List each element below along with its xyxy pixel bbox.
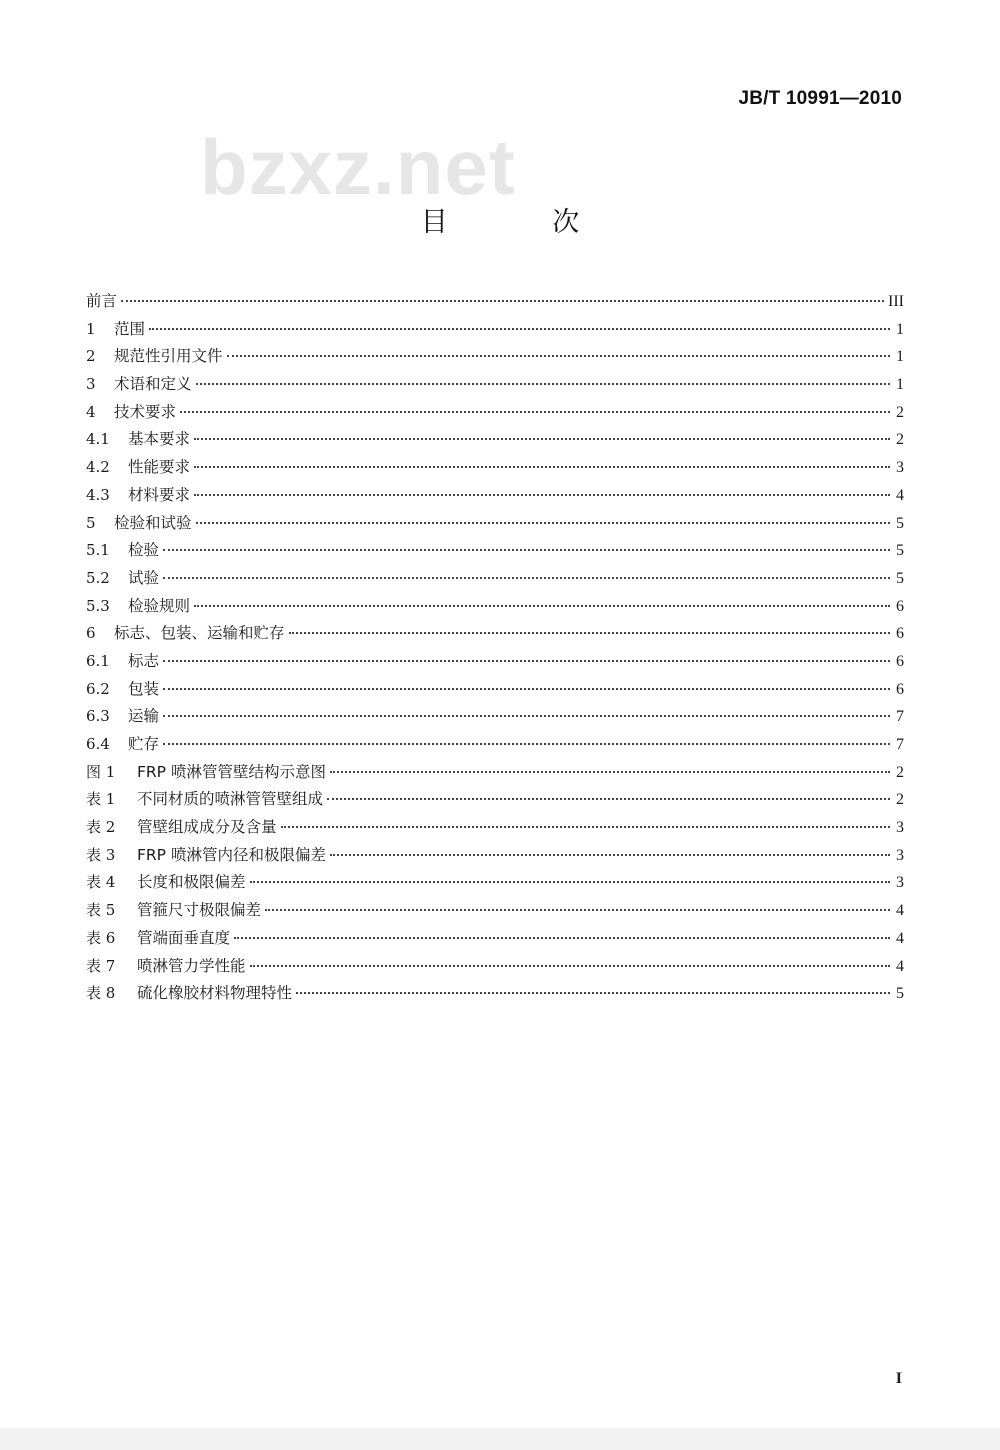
toc-entry[interactable] — [86, 482, 904, 510]
toc-dot-leader — [194, 438, 890, 440]
toc-entry-label: 管壁组成成分及含量 — [137, 818, 277, 837]
toc-entry-number: 4.2 — [86, 458, 110, 477]
toc-entry-page: 3 — [896, 819, 904, 837]
toc-entry-page: 6 — [896, 680, 904, 698]
toc-entry-number: 表 3 — [86, 845, 116, 864]
toc-entry-label: 技术要求 — [114, 402, 177, 421]
toc-dot-leader — [121, 300, 884, 302]
document-number: JB/T 10991—2010 — [738, 88, 902, 109]
toc-entry-page: 6 — [896, 652, 904, 670]
toc-entry-page: 4 — [896, 929, 904, 947]
toc-entry-page: 2 — [896, 791, 904, 809]
toc-entry[interactable] — [86, 399, 904, 427]
toc-dot-leader — [196, 383, 890, 385]
toc-entry[interactable] — [86, 897, 904, 925]
toc-entry-label: 运输 — [128, 707, 160, 726]
toc-entry[interactable] — [86, 371, 904, 399]
toc-entry-label: 规范性引用文件 — [114, 347, 223, 366]
toc-entry-label: 管端面垂直度 — [137, 928, 231, 947]
toc-entry-label: 检验和试验 — [114, 513, 192, 532]
toc-entry-number: 4.1 — [86, 430, 110, 449]
toc-entry[interactable] — [86, 288, 904, 316]
toc-entry-number: 1 — [86, 319, 96, 338]
toc-entry-number: 6 — [86, 624, 96, 643]
toc-dot-leader — [265, 909, 890, 911]
toc-entry-label: 范围 — [114, 319, 146, 338]
toc-entry-number: 表 4 — [86, 873, 116, 892]
toc-entry-label: 试验 — [128, 568, 160, 587]
toc-entry[interactable] — [86, 648, 904, 676]
toc-dot-leader — [296, 992, 890, 994]
scan-edge-strip — [0, 1428, 1000, 1450]
toc-dot-leader — [227, 355, 890, 357]
toc-entry-number: 表 6 — [86, 928, 116, 947]
toc-entry-number: 5 — [86, 513, 96, 532]
toc-entry-number: 表 7 — [86, 956, 116, 975]
toc-entry-label: 硫化橡胶材料物理特性 — [137, 984, 293, 1003]
toc-entry-page: 7 — [896, 708, 904, 726]
toc-dot-leader — [163, 688, 890, 690]
toc-dot-leader — [196, 522, 890, 524]
toc-entry-label: 不同材质的喷淋管管壁组成 — [137, 790, 324, 809]
toc-entry-page: 1 — [896, 320, 904, 338]
toc-entry[interactable] — [86, 759, 904, 787]
toc-dot-leader — [194, 605, 890, 607]
toc-entry-number: 2 — [86, 347, 96, 366]
toc-entry-page: 7 — [896, 736, 904, 753]
toc-entry-label: 标志 — [128, 651, 160, 670]
toc-entry-label: 包装 — [128, 679, 160, 698]
toc-entry[interactable] — [86, 316, 904, 344]
toc-entry[interactable] — [86, 426, 904, 454]
toc-dot-leader — [163, 549, 890, 551]
toc-entry-number: 4 — [86, 402, 96, 421]
toc-entry-number: 5.2 — [86, 568, 110, 587]
toc-entry-page: 3 — [896, 846, 904, 864]
toc-entry-label: 检验规则 — [128, 596, 191, 615]
toc-entry[interactable] — [86, 593, 904, 621]
table-of-contents — [86, 288, 904, 1008]
toc-entry-page: 4 — [896, 486, 904, 504]
toc-entry[interactable] — [86, 454, 904, 482]
toc-entry[interactable] — [86, 786, 904, 814]
toc-entry-label: 管箍尺寸极限偏差 — [137, 901, 262, 920]
toc-dot-leader — [163, 577, 890, 579]
toc-entry[interactable] — [86, 814, 904, 842]
toc-entry-number: 表 5 — [86, 901, 116, 920]
toc-entry-page: 4 — [896, 902, 904, 920]
page-title: 目 次 — [420, 207, 628, 238]
toc-entry[interactable] — [86, 869, 904, 897]
toc-entry-page: 5 — [896, 542, 904, 560]
toc-dot-leader — [281, 826, 890, 828]
toc-entry[interactable] — [86, 676, 904, 704]
toc-dot-leader — [163, 743, 890, 745]
toc-entry-label: 前言 — [86, 292, 118, 310]
toc-entry-label: 贮存 — [128, 735, 160, 753]
toc-entry-number: 表 1 — [86, 790, 116, 809]
toc-entry-label: 标志、包装、运输和贮存 — [114, 624, 285, 643]
toc-entry-label: 性能要求 — [128, 458, 191, 477]
toc-entry[interactable] — [86, 537, 904, 565]
toc-entry-number: 表 2 — [86, 818, 116, 837]
toc-entry-number: 5.3 — [86, 596, 110, 615]
toc-dot-leader — [234, 937, 890, 939]
toc-entry-label: 长度和极限偏差 — [137, 873, 246, 892]
toc-entry-number: 6.4 — [86, 735, 110, 753]
toc-entry[interactable] — [86, 731, 904, 759]
toc-dot-leader — [180, 411, 890, 413]
toc-entry-page: III — [888, 293, 904, 310]
toc-dot-leader — [289, 632, 890, 634]
toc-entry-label: FRP 喷淋管管壁结构示意图 — [137, 762, 326, 781]
toc-entry-page: 6 — [896, 625, 904, 643]
toc-entry-number: 5.1 — [86, 541, 110, 560]
toc-entry-number: 6.3 — [86, 707, 110, 726]
toc-dot-leader — [330, 771, 890, 773]
page-number: I — [895, 1370, 902, 1387]
toc-entry-page: 5 — [896, 514, 904, 532]
toc-entry-label: 术语和定义 — [114, 375, 192, 394]
toc-dot-leader — [163, 715, 890, 717]
toc-entry-page: 6 — [896, 597, 904, 615]
toc-entry-page: 4 — [896, 957, 904, 975]
toc-dot-leader — [250, 881, 890, 883]
toc-entry-number: 表 8 — [86, 984, 116, 1003]
toc-entry-page: 3 — [896, 874, 904, 892]
toc-dot-leader — [327, 798, 890, 800]
toc-dot-leader — [194, 466, 890, 468]
toc-dot-leader — [250, 965, 890, 967]
toc-entry-label: 基本要求 — [128, 430, 191, 449]
toc-dot-leader — [149, 328, 890, 330]
toc-entry[interactable] — [86, 510, 904, 538]
toc-dot-leader — [194, 494, 890, 496]
toc-entry-number: 3 — [86, 375, 96, 394]
toc-entry-number: 6.1 — [86, 651, 110, 670]
toc-entry[interactable] — [86, 703, 904, 731]
toc-entry[interactable] — [86, 953, 904, 981]
toc-entry[interactable] — [86, 343, 904, 371]
toc-entry-page: 3 — [896, 459, 904, 477]
toc-entry-page: 2 — [896, 431, 904, 449]
toc-entry-page: 2 — [896, 403, 904, 421]
toc-dot-leader — [163, 660, 890, 662]
toc-entry[interactable] — [86, 925, 904, 953]
toc-entry-label: 检验 — [128, 541, 160, 560]
toc-entry[interactable] — [86, 842, 904, 870]
toc-entry-label: FRP 喷淋管内径和极限偏差 — [137, 845, 326, 864]
toc-entry-number: 图 1 — [86, 762, 116, 781]
toc-entry-label: 材料要求 — [128, 485, 191, 504]
toc-dot-leader — [330, 854, 890, 856]
watermark-text: bzxz.net — [200, 123, 516, 211]
toc-entry-page: 2 — [896, 763, 904, 781]
toc-entry-number: 4.3 — [86, 485, 110, 504]
toc-entry-number: 6.2 — [86, 679, 110, 698]
toc-entry-label: 喷淋管力学性能 — [137, 956, 246, 975]
toc-entry[interactable] — [86, 980, 904, 1008]
toc-entry-page: 5 — [896, 985, 904, 1003]
toc-entry[interactable] — [86, 620, 904, 648]
toc-entry-page: 1 — [896, 348, 904, 366]
toc-entry-page: 1 — [896, 376, 904, 394]
toc-entry-page: 5 — [896, 569, 904, 587]
toc-entry[interactable] — [86, 565, 904, 593]
